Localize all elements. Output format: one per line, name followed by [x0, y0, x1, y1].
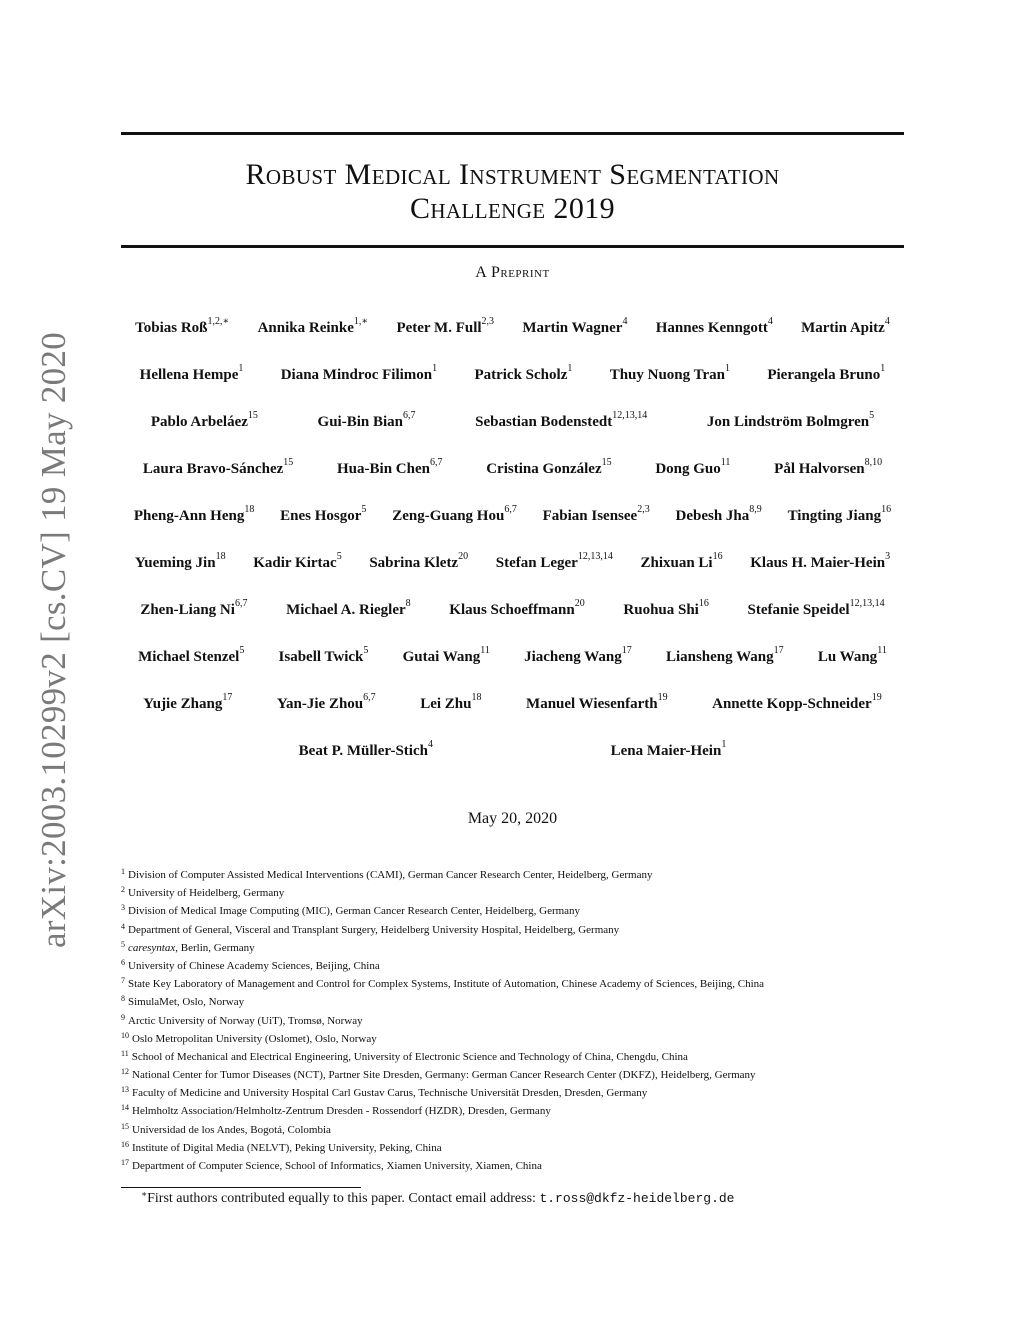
footnote-text: First authors contributed equally to this paper. Contact email address: [147, 1191, 540, 1206]
author-affiliation-marks: 15 [283, 457, 294, 468]
author [788, 506, 892, 525]
author [140, 600, 247, 619]
author-affiliation-marks: 18 [471, 692, 482, 703]
author-affiliation-marks: 6,7 [363, 692, 376, 703]
author-name: Ruohua Shi [623, 602, 699, 618]
author-affiliation-marks: 17 [222, 692, 233, 703]
affiliation-item [121, 1012, 904, 1030]
author [134, 506, 254, 525]
author [135, 553, 226, 572]
author-name: Martin Wagner [522, 320, 623, 336]
author [748, 600, 885, 619]
footnote [141, 1191, 734, 1207]
author [299, 741, 433, 760]
affiliation-item [121, 884, 904, 902]
affiliation-item [121, 1121, 904, 1139]
author-name: Zeng-Guang Hou [392, 508, 505, 524]
author-affiliation-marks: 17 [621, 645, 632, 656]
title-rule-bottom [121, 245, 904, 248]
author-name: Zhixuan Li [640, 555, 713, 571]
author-affiliation-marks: 17 [773, 645, 784, 656]
preprint-label: A Preprint [475, 264, 550, 281]
author [774, 459, 882, 478]
author [623, 600, 708, 619]
author-affiliation-marks: 4 [427, 739, 433, 750]
affiliation-number: 7 [121, 976, 125, 986]
author-name: Sebastian Bodenstedt [475, 414, 613, 430]
author-affiliation-marks: 8 [405, 598, 411, 609]
affiliation-item [121, 975, 904, 993]
author [524, 647, 632, 666]
affiliation-number: 16 [121, 1139, 129, 1149]
author-affiliation-marks: 8,10 [864, 457, 883, 468]
author-name: Debesh Jha [675, 508, 750, 524]
author [475, 412, 647, 431]
author-row [121, 600, 904, 619]
author [712, 694, 882, 713]
affiliation-number: 15 [121, 1121, 129, 1131]
affiliation-number: 11 [121, 1048, 129, 1058]
author-name: Laura Bravo-Sánchez [142, 461, 284, 477]
author-affiliation-marks: 11 [720, 457, 731, 468]
author-affiliation-marks: 19 [871, 692, 882, 703]
author-name: Stefanie Speidel [747, 602, 850, 618]
author-affiliation-marks: 2,3 [637, 504, 650, 515]
affiliation-number: 17 [121, 1158, 129, 1167]
author [656, 318, 773, 337]
author [337, 459, 442, 478]
affiliation-item [121, 1030, 904, 1048]
author-name: Annika Reinke [257, 320, 354, 336]
author-name: Patrick Scholz [474, 367, 568, 383]
affiliation-item [121, 1157, 904, 1175]
affiliation-text: School of Mechanical and Electrical Engineering, University of Electronic Science and Technology of China, Chengdu, China [131, 1050, 688, 1063]
author-name: Tingting Jiang [787, 508, 882, 524]
arxiv-stamp: arXiv:2003.10299v2 [cs.CV] 19 May 2020 [34, 331, 73, 949]
author-affiliation-marks: 12,13,14 [849, 598, 885, 609]
author [655, 459, 730, 478]
affiliation-item [121, 1102, 904, 1120]
author-name: Pheng-Ann Heng [133, 508, 245, 524]
author [610, 365, 730, 384]
affiliation-number: 13 [121, 1085, 129, 1095]
affiliation-item [121, 1066, 904, 1084]
affiliation-text: , Berlin, Germany [175, 941, 255, 954]
author-affiliation-marks: 20 [574, 598, 585, 609]
affiliation-item [121, 866, 904, 884]
author [138, 647, 244, 666]
author-name: Manuel Wiesenfarth [526, 696, 658, 712]
author-row [121, 647, 904, 666]
author-name: Lena Maier-Hein [610, 743, 722, 759]
author [449, 600, 584, 619]
affiliation-item [121, 939, 904, 957]
author-affiliation-marks: 1 [880, 363, 886, 374]
author-affiliation-marks: 1 [238, 363, 244, 374]
author-row [121, 459, 904, 478]
author-name: Lei Zhu [420, 696, 472, 712]
author [676, 506, 762, 525]
author-name: Gutai Wang [402, 649, 481, 665]
affiliation-number: 5 [121, 939, 125, 949]
author-affiliation-marks: 6,7 [504, 504, 517, 515]
author-affiliation-marks: 8,9 [749, 504, 762, 515]
author-affiliation-marks: 6,7 [402, 410, 416, 421]
author-name: Pierangela Bruno [767, 367, 881, 383]
affiliation-number: 9 [121, 1012, 125, 1022]
affiliation-text: Oslo Metropolitan University (Oslomet), Oslo, Norway [132, 1032, 377, 1045]
paper-title-line-2: Challenge 2019 [409, 192, 616, 225]
author-affiliation-marks: 5 [336, 551, 342, 562]
affiliation-text: Department of Computer Science, School of Informatics, Xiamen University, Xiamen, China [132, 1160, 542, 1172]
affiliation-text: Faculty of Medicine and University Hospital Carl Gustav Carus, Technische Universität Dresden, Dresden, Germany [132, 1087, 648, 1100]
author-affiliation-marks: 2,3 [481, 316, 495, 327]
author-name: Michael A. Riegler [286, 602, 406, 618]
author-affiliation-marks: 16 [712, 551, 723, 562]
author-affiliation-marks: 6,7 [234, 598, 248, 609]
author [526, 694, 668, 713]
affiliation-number: 1 [121, 867, 125, 876]
author-affiliation-marks: 12,13,14 [577, 551, 613, 562]
author-name: Diana Mindroc Filimon [280, 367, 433, 383]
author-affiliation-marks: 1 [721, 739, 727, 750]
affiliation-item [121, 993, 904, 1011]
author [143, 459, 293, 478]
affiliation-item [121, 921, 904, 939]
author-name: Dong Guo [655, 461, 721, 477]
affiliation-number: 14 [121, 1103, 129, 1113]
author [277, 694, 376, 713]
footnote-rule [121, 1187, 361, 1188]
affiliation-item [121, 957, 904, 975]
author [280, 506, 366, 525]
author-affiliation-marks: 5 [363, 645, 369, 656]
author-name: Martin Apitz [801, 320, 885, 336]
affiliation-item [121, 1048, 904, 1066]
author-affiliation-marks: 20 [458, 551, 469, 562]
author-name: Zhen-Liang Ni [140, 602, 235, 618]
affiliation-text: State Key Laboratory of Management and Control for Complex Systems, Institute of Automation, Chinese Academy of Sciences, Beijing, China [128, 978, 765, 991]
author-name: Isabell Twick [278, 649, 364, 665]
author-row [121, 318, 904, 337]
author-name: Hannes Kenngott [655, 320, 768, 336]
author-name: Pål Halvorsen [774, 461, 865, 477]
author-affiliation-marks: 5 [361, 504, 367, 515]
author-name: Jiacheng Wang [524, 649, 622, 665]
author [403, 647, 490, 666]
author-affiliation-marks: 16 [881, 504, 892, 515]
author-name: Enes Hosgor [280, 508, 362, 524]
affiliation-number: 6 [121, 957, 125, 967]
author-name: Pablo Arbeláez [150, 414, 248, 430]
affiliation-company: caresyntax [128, 941, 176, 954]
affiliation-number: 2 [121, 885, 125, 895]
affiliation-text: Division of Medical Image Computing (MIC), German Cancer Research Center, Heidelberg, Germany [128, 905, 581, 918]
author-name: Liansheng Wang [665, 649, 774, 665]
affiliation-number: 3 [121, 903, 125, 913]
author [258, 318, 369, 337]
author-affiliation-marks: 4 [884, 316, 890, 327]
author [767, 365, 885, 384]
author-name: Gui-Bin Bian [317, 414, 403, 430]
author-name: Michael Stenzel [138, 649, 240, 665]
author-affiliation-marks: 6,7 [429, 457, 443, 468]
affiliation-list [121, 866, 904, 1175]
author [392, 506, 517, 525]
author-affiliation-marks: 1 [432, 363, 438, 374]
author-name: Beat P. Müller-Stich [298, 743, 428, 759]
contact-email: t.ross@dkfz-heidelberg.de [539, 1191, 735, 1206]
author-name: Yueming Jin [134, 555, 216, 571]
author [750, 553, 890, 572]
author-affiliation-marks: 12,13,14 [612, 410, 648, 421]
author [286, 600, 411, 619]
author-affiliation-marks: 3 [885, 551, 891, 562]
author [543, 506, 650, 525]
author [522, 318, 627, 337]
author-affiliation-marks: 1,∗ [353, 316, 369, 327]
author-affiliation-marks: 1 [567, 363, 573, 374]
author-affiliation-marks: 18 [215, 551, 226, 562]
author-affiliation-marks: 11 [877, 645, 887, 656]
author [640, 553, 722, 572]
author [396, 318, 494, 337]
author-row [121, 553, 904, 572]
author-name: Tobias Roß [135, 320, 208, 336]
affiliation-number: 10 [121, 1030, 129, 1040]
author-name: Lu Wang [817, 649, 878, 665]
footnote-mark: ∗ [141, 1189, 148, 1199]
affiliation-text: Department of General, Visceral and Transplant Surgery, Heidelberg University Hospital, Heidelberg, Germany [128, 923, 620, 936]
author-affiliation-marks: 5 [869, 410, 875, 421]
author [281, 365, 437, 384]
affiliation-item [121, 902, 904, 920]
author-name: Klaus H. Maier-Hein [750, 555, 886, 571]
author-affiliation-marks: 11 [480, 645, 490, 656]
affiliation-text: Universidad de los Andes, Bogotá, Colombia [132, 1123, 331, 1136]
affiliation-text: University of Heidelberg, Germany [128, 887, 285, 900]
author [666, 647, 784, 666]
author [486, 459, 611, 478]
author-name: Hellena Hempe [139, 367, 239, 383]
author [611, 741, 727, 760]
author-name: Thuy Nuong Tran [609, 367, 726, 383]
title-rule-top [121, 132, 904, 135]
author [279, 647, 369, 666]
author [496, 553, 613, 572]
author-name: Annette Kopp-Schneider [712, 696, 872, 712]
affiliation-text: Division of Computer Assisted Medical Interventions (CAMI), German Cancer Research Center, Heidelberg, Germany [128, 869, 653, 881]
author [801, 318, 890, 337]
author-name: Stefan Leger [495, 555, 578, 571]
author [420, 694, 481, 713]
affiliation-text: SimulaMet, Oslo, Norway [128, 996, 245, 1009]
author [318, 412, 416, 431]
author-name: Fabian Isensee [542, 508, 638, 524]
author [818, 647, 887, 666]
author-name: Klaus Schoeffmann [449, 602, 575, 618]
author [140, 365, 244, 384]
author-affiliation-marks: 19 [657, 692, 668, 703]
author-name: Sabrina Kletz [369, 555, 459, 571]
paper-title [121, 158, 904, 226]
author [369, 553, 468, 572]
author-row [121, 412, 904, 431]
author-affiliation-marks: 15 [601, 457, 612, 468]
author [151, 412, 258, 431]
author [474, 365, 572, 384]
author-name: Yujie Zhang [143, 696, 223, 712]
author-affiliation-marks: 16 [698, 598, 709, 609]
author [135, 318, 229, 337]
author-affiliation-marks: 4 [767, 316, 773, 327]
author-affiliation-marks: 1 [725, 363, 731, 374]
affiliation-number: 4 [121, 921, 125, 931]
author-name: Kadir Kirtac [253, 555, 337, 571]
author [253, 553, 341, 572]
affiliation-item [121, 1139, 904, 1157]
author-row [121, 741, 904, 760]
affiliation-text: Helmholtz Association/Helmholtz-Zentrum Dresden - Rossendorf (HZDR), Dresden, Germany [132, 1105, 551, 1118]
author-row [121, 694, 904, 713]
author-name: Yan-Jie Zhou [276, 696, 364, 712]
author [707, 412, 874, 431]
author-row [121, 506, 904, 525]
author [143, 694, 232, 713]
affiliation-text: National Center for Tumor Diseases (NCT), Partner Site Dresden, Germany: German Cancer Research Center (DKFZ), Heidelberg, Germany [132, 1069, 756, 1082]
author-name: Jon Lindström Bolmgren [706, 414, 870, 430]
affiliation-item [121, 1084, 904, 1102]
affiliation-text: Arctic University of Norway (UiT), Tromsø, Norway [128, 1014, 363, 1027]
author-affiliation-marks: 15 [247, 410, 258, 421]
author-row [121, 365, 904, 384]
publication-date: May 20, 2020 [467, 810, 558, 827]
author-affiliation-marks: 5 [239, 645, 245, 656]
author-affiliation-marks: 18 [244, 504, 255, 515]
author-affiliation-marks: 1,2,∗ [207, 316, 230, 327]
affiliation-text: Institute of Digital Media (NELVT), Peking University, Peking, China [132, 1141, 442, 1154]
author-name: Peter M. Full [396, 320, 482, 336]
affiliation-number: 12 [121, 1067, 129, 1077]
author-affiliation-marks: 4 [622, 316, 628, 327]
paper-title-line-1: Robust Medical Instrument Segmentation [245, 158, 780, 191]
author-name: Hua-Bin Chen [337, 461, 430, 477]
author-name: Cristina González [486, 461, 602, 477]
affiliation-number: 8 [121, 994, 125, 1004]
affiliation-text: University of Chinese Academy Sciences, Beijing, China [128, 959, 380, 972]
